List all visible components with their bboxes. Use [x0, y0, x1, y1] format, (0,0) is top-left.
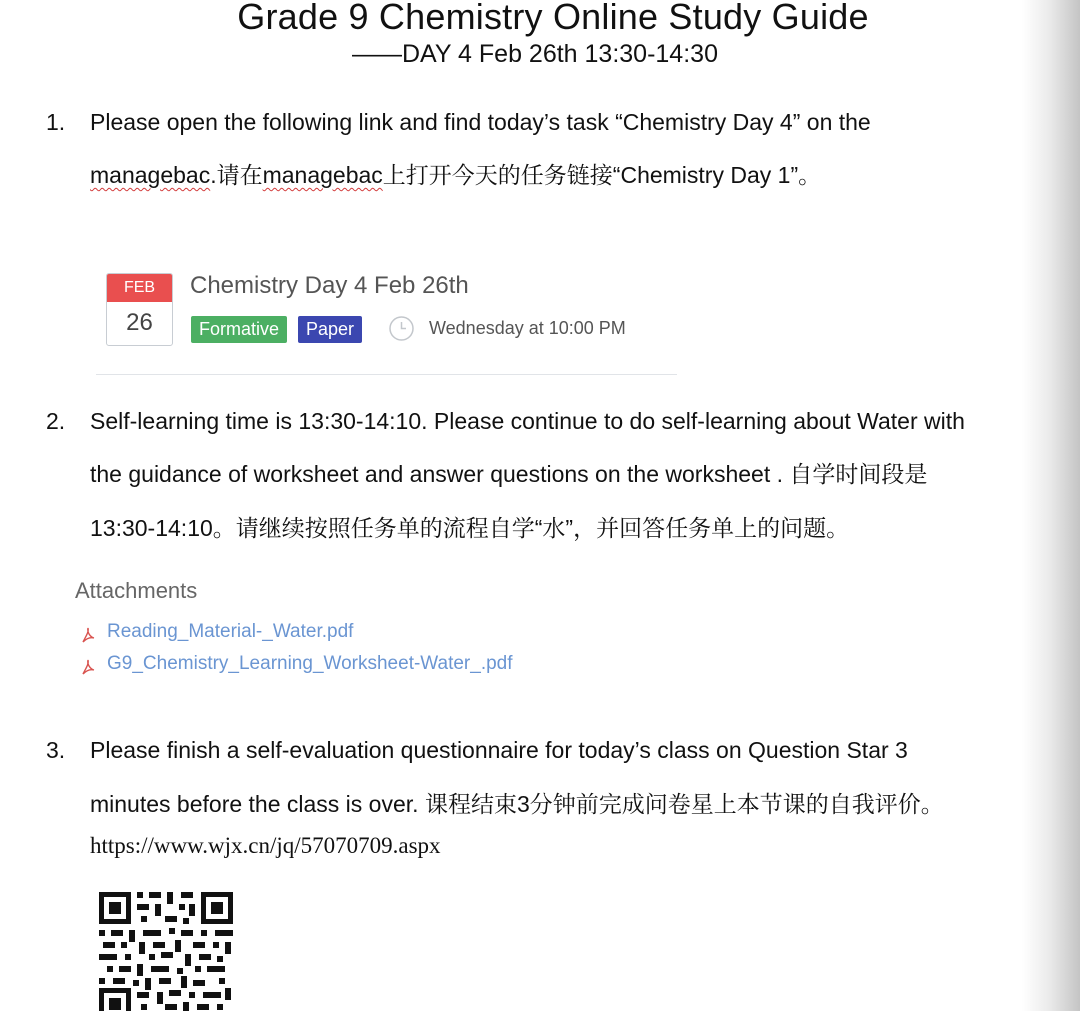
calendar-date-icon: [106, 273, 173, 346]
clock-icon: [389, 316, 414, 341]
item-3-number: 3.: [46, 737, 66, 763]
pdf-icon: [80, 658, 96, 676]
item-2-line-1: Self-learning time is 13:30-14:10. Please continue to do self-learning about Water with: [90, 408, 965, 434]
item-1-line-2: managebac.请在managebac上打开今天的任务链接“Chemistry Day 1”。: [90, 162, 822, 188]
attachments-heading: Attachments: [75, 578, 198, 603]
document-title: Grade 9 Chemistry Online Study Guide: [237, 0, 869, 37]
item-3-line-1: Please finish a self-evaluation questionnaire for today’s class on Question Star 3: [90, 737, 908, 763]
item-2-line-2: the guidance of worksheet and answer questions on the worksheet . 自学时间段是: [90, 461, 928, 487]
task-title-link[interactable]: Chemistry Day 4 Feb 26th: [190, 272, 469, 299]
card-divider: [96, 374, 677, 375]
paper-badge: Paper: [298, 316, 362, 343]
spellcheck-word: managebac: [90, 162, 211, 188]
qr-code-icon: [97, 888, 235, 1011]
due-date: Wednesday at 10:00 PM: [429, 318, 626, 338]
item-2-number: 2.: [46, 408, 66, 434]
document-subtitle: ——DAY 4 Feb 26th 13:30-14:30: [352, 40, 718, 68]
attachment-link-worksheet[interactable]: G9_Chemistry_Learning_Worksheet-Water_.pdf: [107, 653, 513, 674]
item-1-line-1: Please open the following link and find today’s task “Chemistry Day 4” on the: [90, 109, 871, 135]
item-1-number: 1.: [46, 109, 66, 135]
page-edge-shadow: [1022, 0, 1080, 1011]
spellcheck-word: managebac: [262, 162, 383, 188]
questionnaire-url[interactable]: https://www.wjx.cn/jq/57070709.aspx: [90, 833, 441, 858]
cropped-text-fragment: [75, 709, 135, 717]
calendar-day: 26: [126, 309, 153, 336]
item-3-line-2: minutes before the class is over. 课程结束3分钟前完成问卷星上本节课的自我评价。: [90, 791, 944, 817]
item-2-line-3: 13:30-14:10。请继续按照任务单的流程自学“水”，并回答任务单上的问题。: [90, 515, 850, 541]
attachment-link-reading-material[interactable]: Reading_Material-_Water.pdf: [107, 621, 354, 642]
formative-badge: Formative: [191, 316, 287, 343]
calendar-month: FEB: [107, 274, 172, 302]
pdf-icon: [80, 626, 96, 644]
